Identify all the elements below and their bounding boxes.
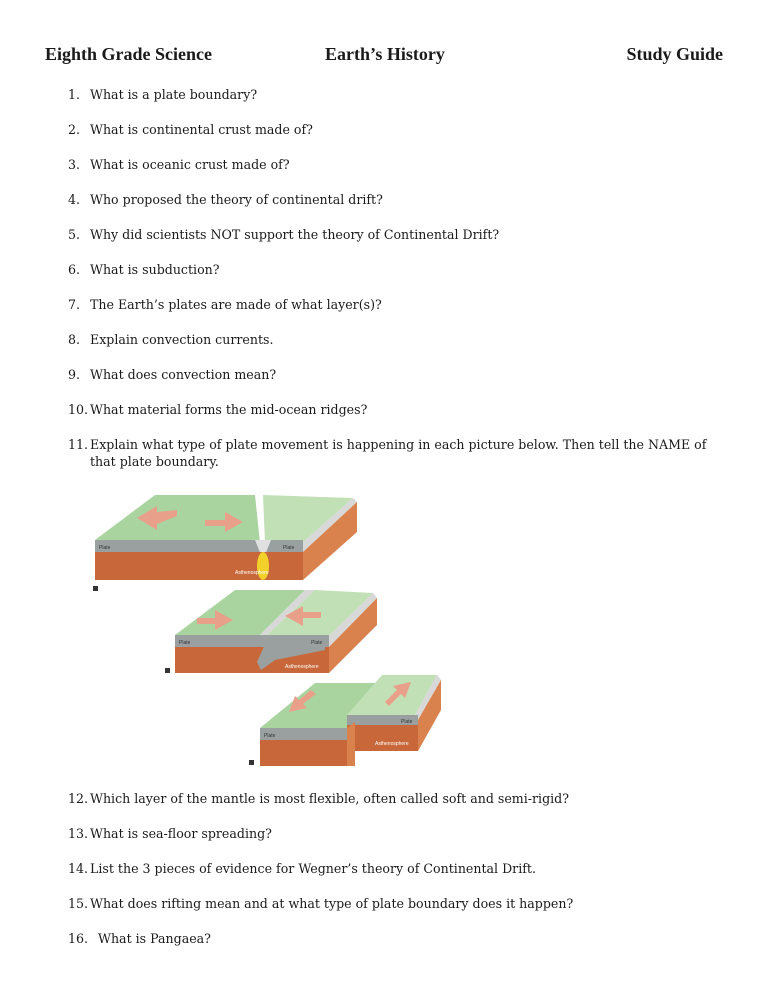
question-7: 7. The Earth’s plates are made of what layer(s)?	[68, 297, 382, 312]
document-type: Study Guide	[626, 44, 723, 64]
question-1: 1. What is a plate boundary?	[68, 87, 258, 102]
question-16: 16. What is Pangaea?	[68, 931, 211, 946]
question-text: Explain convection currents.	[90, 332, 274, 347]
question-text: Explain what type of plate movement is happening in each picture below. Then tell the NAME of	[90, 437, 707, 452]
question-text: What material forms the mid-ocean ridges?	[90, 402, 368, 417]
question-10: 10. What material forms the mid-ocean ridges?	[68, 402, 368, 417]
question-13: 13. What is sea-floor spreading?	[68, 826, 272, 841]
question-text: List the 3 pieces of evidence for Wegner’s theory of Continental Drift.	[90, 861, 536, 876]
question-text-continued: that plate boundary.	[90, 454, 219, 469]
question-15: 15. What does rifting mean and at what type of plate boundary does it happen?	[68, 896, 574, 911]
question-9: 9. What does convection mean?	[68, 367, 277, 382]
panel-c-marker	[249, 760, 254, 765]
svg-text:Asthenosphere: Asthenosphere	[375, 741, 409, 747]
plate-boundary-diagram	[85, 490, 505, 770]
question-text: Who proposed the theory of continental drift?	[90, 192, 383, 207]
document-header	[0, 44, 768, 68]
question-text: What does rifting mean and at what type of plate boundary does it happen?	[90, 896, 574, 911]
transform-boundary-figure	[249, 675, 441, 766]
panel-a-marker	[93, 586, 98, 591]
question-5: 5. Why did scientists NOT support the theory of Continental Drift?	[68, 227, 500, 242]
panel-b-marker	[165, 668, 170, 673]
question-2: 2. What is continental crust made of?	[68, 122, 313, 137]
convergent-boundary-figure	[165, 590, 377, 673]
course-title: Eighth Grade Science	[45, 44, 212, 64]
plate-label: Plate	[99, 545, 111, 551]
question-text: What is Pangaea?	[98, 931, 211, 946]
question-text: What does convection mean?	[90, 367, 277, 382]
svg-text:Plate: Plate	[179, 640, 191, 646]
question-12: 12. Which layer of the mantle is most flexible, often called soft and semi-rigid?	[68, 791, 569, 806]
unit-title: Earth’s History	[325, 44, 445, 64]
question-8: 8. Explain convection currents.	[68, 332, 274, 347]
question-6: 6. What is subduction?	[68, 262, 220, 277]
question-text: What is subduction?	[90, 262, 220, 277]
question-text: Which layer of the mantle is most flexible, often called soft and semi-rigid?	[90, 791, 569, 806]
svg-text:Asthenosphere: Asthenosphere	[285, 664, 319, 670]
question-text: What is a plate boundary?	[90, 87, 258, 102]
question-3: 3. What is oceanic crust made of?	[68, 157, 290, 172]
svg-text:Plate: Plate	[264, 733, 276, 739]
question-14: 14. List the 3 pieces of evidence for Wegner’s theory of Continental Drift.	[68, 861, 536, 876]
question-text: What is oceanic crust made of?	[90, 157, 290, 172]
asthenosphere-label: Asthenosphere	[235, 570, 269, 576]
svg-text:Plate: Plate	[401, 719, 413, 725]
divergent-boundary-figure	[93, 495, 357, 591]
svg-text:Plate: Plate	[311, 640, 323, 646]
question-text: What is sea-floor spreading?	[90, 826, 272, 841]
question-4: 4. Who proposed the theory of continental drift?	[68, 192, 383, 207]
question-11: 11. Explain what type of plate movement is happening in each picture below. Then tell the NAME of that plate boundary.	[68, 436, 728, 470]
question-text: The Earth’s plates are made of what layer(s)?	[90, 297, 382, 312]
svg-text:Plate: Plate	[283, 545, 295, 551]
question-text: Why did scientists NOT support the theory of Continental Drift?	[90, 227, 500, 242]
question-text: What is continental crust made of?	[90, 122, 313, 137]
